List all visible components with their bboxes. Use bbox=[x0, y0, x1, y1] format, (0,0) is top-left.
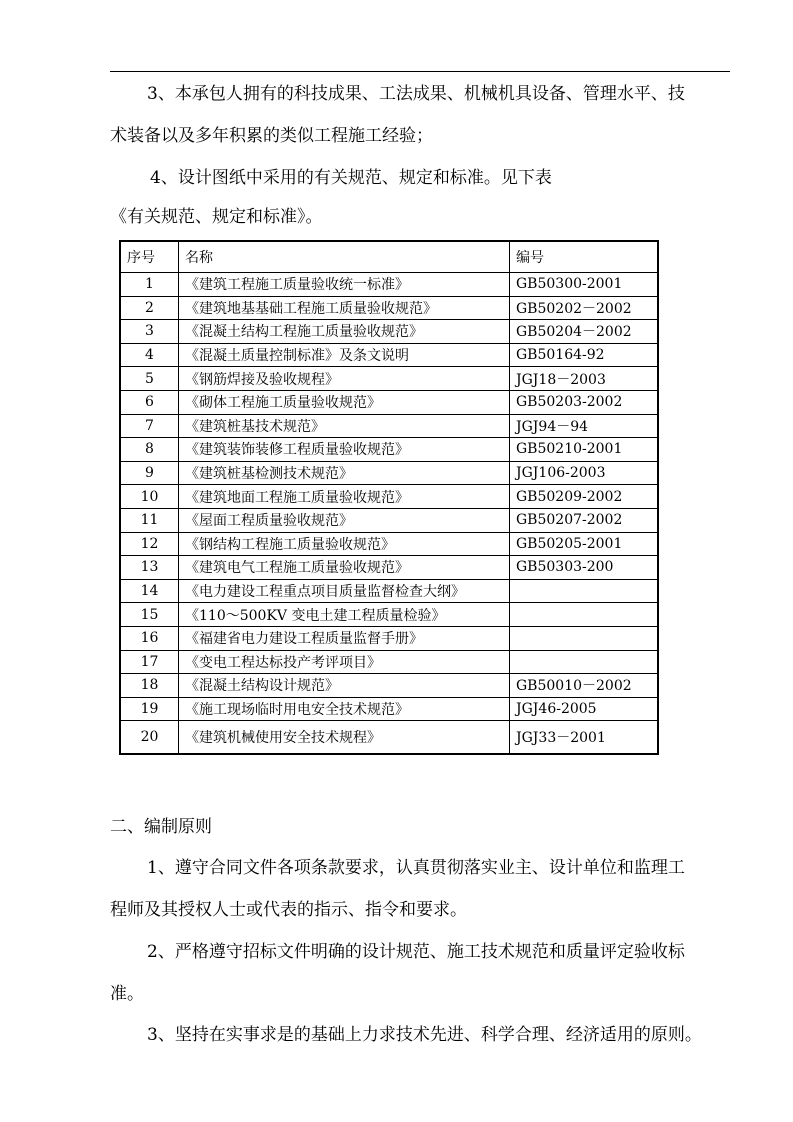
cell-no: 3 bbox=[120, 320, 179, 344]
standards-table bbox=[119, 240, 659, 755]
cell-name: 《钢筋焊接及验收规程》 bbox=[179, 367, 510, 391]
intro-item3-line2: 术装备以及多年积累的类似工程施工经验； bbox=[110, 126, 433, 146]
cell-name: 《建筑装饰装修工程质量验收规范》 bbox=[179, 438, 510, 462]
table-row bbox=[120, 414, 658, 438]
cell-no: 12 bbox=[120, 532, 179, 556]
cell-name: 《屋面工程质量验收规范》 bbox=[179, 508, 510, 532]
cell-no: 20 bbox=[120, 721, 179, 755]
table-row bbox=[120, 721, 658, 755]
cell-code: GB50203-2002 bbox=[510, 390, 659, 414]
cell-name: 《钢结构工程施工质量验收规范》 bbox=[179, 532, 510, 556]
table-row bbox=[120, 650, 658, 674]
cell-code: GB50209-2002 bbox=[510, 485, 659, 509]
cell-code: GB50205-2001 bbox=[510, 532, 659, 556]
cell-name: 《建筑地基基础工程施工质量验收规范》 bbox=[179, 296, 510, 320]
cell-no: 16 bbox=[120, 626, 179, 650]
cell-code: GB50207-2002 bbox=[510, 508, 659, 532]
cell-name: 《110～500KV 变电土建工程质量检验》 bbox=[179, 603, 510, 627]
cell-no: 19 bbox=[120, 697, 179, 721]
header-code: 编号 bbox=[510, 241, 659, 273]
table-row bbox=[120, 603, 658, 627]
table-header-row bbox=[120, 241, 658, 273]
cell-name: 《混凝土结构工程施工质量验收规范》 bbox=[179, 320, 510, 344]
cell-no: 18 bbox=[120, 674, 179, 698]
cell-name: 《福建省电力建设工程质量监督手册》 bbox=[179, 626, 510, 650]
cell-name: 《混凝土结构设计规范》 bbox=[179, 674, 510, 698]
table-row bbox=[120, 273, 658, 297]
cell-code: GB50300-2001 bbox=[510, 273, 659, 297]
table-row bbox=[120, 508, 658, 532]
table-row bbox=[120, 697, 658, 721]
table-row bbox=[120, 320, 658, 344]
cell-no: 4 bbox=[120, 343, 179, 367]
cell-code bbox=[510, 650, 659, 674]
intro-item4-line1: 4、设计图纸中采用的有关规范、规定和标准。见下表 bbox=[150, 168, 552, 188]
cell-code: GB50010－2002 bbox=[510, 674, 659, 698]
table-row bbox=[120, 674, 658, 698]
cell-code: GB50164-92 bbox=[510, 343, 659, 367]
header-no: 序号 bbox=[120, 241, 179, 273]
cell-code: GB50204－2002 bbox=[510, 320, 659, 344]
cell-code bbox=[510, 579, 659, 603]
table-row bbox=[120, 579, 658, 603]
principle-1-line2: 程师及其授权人士或代表的指示、指令和要求。 bbox=[110, 900, 467, 920]
cell-code: JGJ94－94 bbox=[510, 414, 659, 438]
table-row bbox=[120, 296, 658, 320]
section-title-principles: 二、编制原则 bbox=[110, 817, 212, 837]
cell-name: 《电力建设工程重点项目质量监督检查大纲》 bbox=[179, 579, 510, 603]
table-row bbox=[120, 485, 658, 509]
table-row bbox=[120, 390, 658, 414]
header-name: 名称 bbox=[179, 241, 510, 273]
cell-code: GB50202－2002 bbox=[510, 296, 659, 320]
principle-2-line1: 2、严格遵守招标文件明确的设计规范、施工技术规范和质量评定验收标 bbox=[147, 942, 685, 962]
principle-1-line1: 1、遵守合同文件各项条款要求，认真贯彻落实业主、设计单位和监理工 bbox=[147, 858, 685, 878]
table-row bbox=[120, 532, 658, 556]
cell-no: 6 bbox=[120, 390, 179, 414]
cell-name: 《变电工程达标投产考评项目》 bbox=[179, 650, 510, 674]
table-row bbox=[120, 556, 658, 580]
table-row bbox=[120, 367, 658, 391]
cell-no: 11 bbox=[120, 508, 179, 532]
cell-name: 《混凝土质量控制标准》及条文说明 bbox=[179, 343, 510, 367]
table-row bbox=[120, 343, 658, 367]
table-row bbox=[120, 626, 658, 650]
cell-no: 5 bbox=[120, 367, 179, 391]
cell-code: JGJ33－2001 bbox=[510, 721, 659, 755]
cell-no: 7 bbox=[120, 414, 179, 438]
cell-name: 《建筑机械使用安全技术规程》 bbox=[179, 721, 510, 755]
cell-name: 《建筑工程施工质量验收统一标准》 bbox=[179, 273, 510, 297]
cell-no: 2 bbox=[120, 296, 179, 320]
cell-no: 8 bbox=[120, 438, 179, 462]
cell-no: 15 bbox=[120, 603, 179, 627]
cell-name: 《建筑地面工程施工质量验收规范》 bbox=[179, 485, 510, 509]
cell-code: JGJ106-2003 bbox=[510, 461, 659, 485]
cell-code bbox=[510, 603, 659, 627]
cell-name: 《建筑桩基技术规范》 bbox=[179, 414, 510, 438]
cell-code: GB50210-2001 bbox=[510, 438, 659, 462]
cell-no: 10 bbox=[120, 485, 179, 509]
table-caption: 《有关规范、规定和标准》。 bbox=[110, 207, 323, 227]
cell-no: 9 bbox=[120, 461, 179, 485]
cell-name: 《施工现场临时用电安全技术规范》 bbox=[179, 697, 510, 721]
cell-name: 《砌体工程施工质量验收规范》 bbox=[179, 390, 510, 414]
table-body bbox=[120, 273, 658, 755]
header-rule bbox=[110, 71, 730, 72]
cell-no: 17 bbox=[120, 650, 179, 674]
table-row bbox=[120, 461, 658, 485]
principle-3-line1: 3、坚持在实事求是的基础上力求技术先进、科学合理、经济适用的原则。 bbox=[147, 1025, 702, 1045]
cell-no: 14 bbox=[120, 579, 179, 603]
cell-code: JGJ46-2005 bbox=[510, 697, 659, 721]
intro-item3-line1: 3、本承包人拥有的科技成果、工法成果、机械机具设备、管理水平、技 bbox=[147, 84, 685, 104]
cell-code: GB50303-200 bbox=[510, 556, 659, 580]
principle-2-line2: 准。 bbox=[110, 984, 144, 1004]
cell-no: 1 bbox=[120, 273, 179, 297]
cell-code bbox=[510, 626, 659, 650]
table-row bbox=[120, 438, 658, 462]
cell-name: 《建筑电气工程施工质量验收规范》 bbox=[179, 556, 510, 580]
cell-code: JGJ18－2003 bbox=[510, 367, 659, 391]
cell-name: 《建筑桩基检测技术规范》 bbox=[179, 461, 510, 485]
cell-no: 13 bbox=[120, 556, 179, 580]
